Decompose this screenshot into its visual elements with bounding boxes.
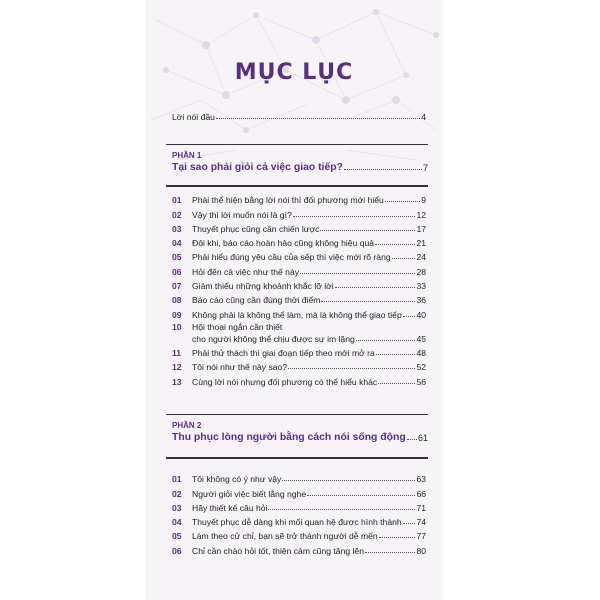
- item-text: Báo cáo cũng cần đúng thời điểm: [192, 295, 321, 306]
- item-number: 10: [172, 321, 182, 332]
- part-1-divider: [166, 185, 428, 187]
- dot-leader: [378, 383, 415, 384]
- toc-item: [172, 305, 426, 319]
- item-number: 03: [172, 502, 182, 513]
- part-2-divider: [166, 457, 428, 459]
- item-number: 04: [172, 517, 182, 528]
- dot-leader: [365, 552, 415, 553]
- item-page: 40: [416, 309, 426, 320]
- item-page: 21: [416, 238, 426, 249]
- toc-item: [172, 191, 426, 205]
- toc-item: [172, 513, 426, 527]
- item-page: 63: [416, 474, 426, 485]
- toc-intro-page: 4: [421, 112, 426, 122]
- dot-leader: [335, 287, 416, 288]
- book-page: [146, 0, 442, 600]
- item-page: 17: [416, 223, 426, 234]
- item-text: Phải thể hiện bằng lời nói thì đối phương mới hiểu: [192, 195, 384, 206]
- item-text: Phải thử thách thì giai đoạn tiếp theo mới mở ra: [192, 347, 375, 358]
- item-number: 02: [172, 209, 182, 220]
- toc-item: [172, 234, 426, 248]
- part-1-title: Tại sao phải giỏi cả việc giao tiếp?: [172, 162, 343, 173]
- item-number: 11: [172, 347, 182, 358]
- dot-leader: [375, 244, 415, 245]
- part-2-page: 61: [417, 433, 428, 443]
- part-1-title-row: [172, 162, 428, 173]
- item-text: Tôi nói như thế này sao?: [192, 362, 288, 373]
- dot-leader: [344, 169, 422, 170]
- item-page: 45: [416, 333, 426, 344]
- toc-intro-text: Lời nói đầu: [172, 112, 215, 122]
- item-text: Phải hiểu đúng yêu cầu của sếp thì việc mới rõ ràng: [192, 252, 391, 263]
- item-text-continued: cho người không thể chịu được sự im lặng: [192, 333, 355, 344]
- item-text: Cùng lời nói nhưng đối phương có thể hiểu khác: [192, 376, 378, 387]
- toc-item: [172, 320, 426, 344]
- toc-item: [172, 470, 426, 484]
- item-page: 36: [416, 295, 426, 306]
- page-title: MỤC LỤC: [234, 60, 354, 85]
- toc-item: [172, 205, 426, 219]
- item-number: 01: [172, 195, 182, 206]
- dot-leader: [321, 301, 415, 302]
- dot-leader: [268, 509, 415, 510]
- item-number: 06: [172, 266, 182, 277]
- item-number: 13: [172, 376, 182, 387]
- item-text: Hãy thiết kế câu hỏi: [192, 502, 268, 513]
- part-2-title-row: [172, 432, 428, 443]
- part-2-header: [166, 414, 428, 461]
- part-1-header: [166, 144, 428, 189]
- item-page: 28: [416, 266, 426, 277]
- part-1-label: PHẦN 1: [172, 151, 202, 160]
- dot-leader: [300, 273, 415, 274]
- toc-item: [172, 220, 426, 234]
- toc-item: [172, 541, 426, 555]
- dot-leader: [356, 340, 416, 341]
- item-text: Thuyết phục cũng cần chiến lược: [192, 223, 320, 234]
- item-page: 33: [416, 281, 426, 292]
- dot-leader: [320, 230, 415, 231]
- toc-item: [172, 358, 426, 372]
- dot-leader: [392, 258, 416, 259]
- dot-leader: [288, 368, 415, 369]
- dot-leader: [282, 480, 415, 481]
- item-text: Chỉ cần chào hỏi tốt, thiện cảm cũng tăng lên: [192, 545, 364, 556]
- item-text: Đôi khi, báo cáo hoàn hảo cũng không hiệu quả: [192, 238, 375, 249]
- toc-item: [172, 291, 426, 305]
- item-page: 24: [416, 252, 426, 263]
- item-page: 80: [416, 545, 426, 556]
- item-text: Người giỏi việc biết lắng nghe: [192, 488, 307, 499]
- item-number: 04: [172, 238, 182, 249]
- toc-item: [172, 277, 426, 291]
- toc-item: [172, 262, 426, 276]
- item-page: 74: [416, 517, 426, 528]
- toc-item: [172, 248, 426, 262]
- item-number: 06: [172, 545, 182, 556]
- part-2-list: [172, 470, 426, 556]
- item-number: 07: [172, 281, 182, 292]
- item-text: Tôi không có ý như vậy: [192, 474, 282, 485]
- toc-item: [172, 499, 426, 513]
- item-number: 12: [172, 362, 182, 373]
- dot-leader: [385, 201, 420, 202]
- dot-leader: [403, 523, 416, 524]
- part-1-list: [172, 191, 426, 387]
- item-text: Hỏi đến cả việc như thế này: [192, 266, 300, 277]
- item-number: 03: [172, 223, 182, 234]
- toc-item: [172, 484, 426, 498]
- dot-leader: [379, 537, 416, 538]
- toc-item: [172, 527, 426, 541]
- toc-item: [172, 372, 426, 386]
- item-text: Làm theo cử chỉ, bạn sẽ trở thành người dễ mến: [192, 531, 378, 542]
- dot-leader: [216, 118, 420, 119]
- dot-leader: [307, 495, 415, 496]
- item-page: 66: [416, 488, 426, 499]
- item-page: 56: [416, 376, 426, 387]
- item-text: Thuyết phục dễ dàng khi mối quan hệ được hình thành: [192, 517, 402, 528]
- item-number: 05: [172, 252, 182, 263]
- item-page: 48: [416, 347, 426, 358]
- dot-leader: [407, 439, 417, 440]
- item-number: 05: [172, 531, 182, 542]
- toc-intro-entry: [172, 112, 426, 122]
- item-number: 08: [172, 295, 182, 306]
- part-2-label: PHẦN 2: [172, 421, 202, 430]
- item-page: 71: [416, 502, 426, 513]
- item-text: Không phải là không thể làm, mà là không thể giao tiếp: [192, 309, 402, 320]
- item-page: 12: [416, 209, 426, 220]
- item-page: 9: [421, 195, 426, 206]
- part-2-title: Thu phục lòng người bằng cách nói sống động: [172, 432, 406, 443]
- toc-item: [172, 344, 426, 358]
- item-page: 52: [416, 362, 426, 373]
- item-number: 09: [172, 309, 182, 320]
- dot-leader: [376, 354, 416, 355]
- item-text: Hội thoại ngắn cần thiết: [192, 321, 283, 332]
- item-page: 77: [416, 531, 426, 542]
- dot-leader: [403, 316, 416, 317]
- part-1-page: 7: [422, 163, 428, 173]
- item-number: 02: [172, 488, 182, 499]
- item-text: Vậy thì lời muốn nói là gì?: [192, 209, 292, 220]
- dot-leader: [293, 216, 416, 217]
- item-number: 01: [172, 474, 182, 485]
- item-text: Giảm thiểu những khoảnh khắc lỡ lời: [192, 281, 334, 292]
